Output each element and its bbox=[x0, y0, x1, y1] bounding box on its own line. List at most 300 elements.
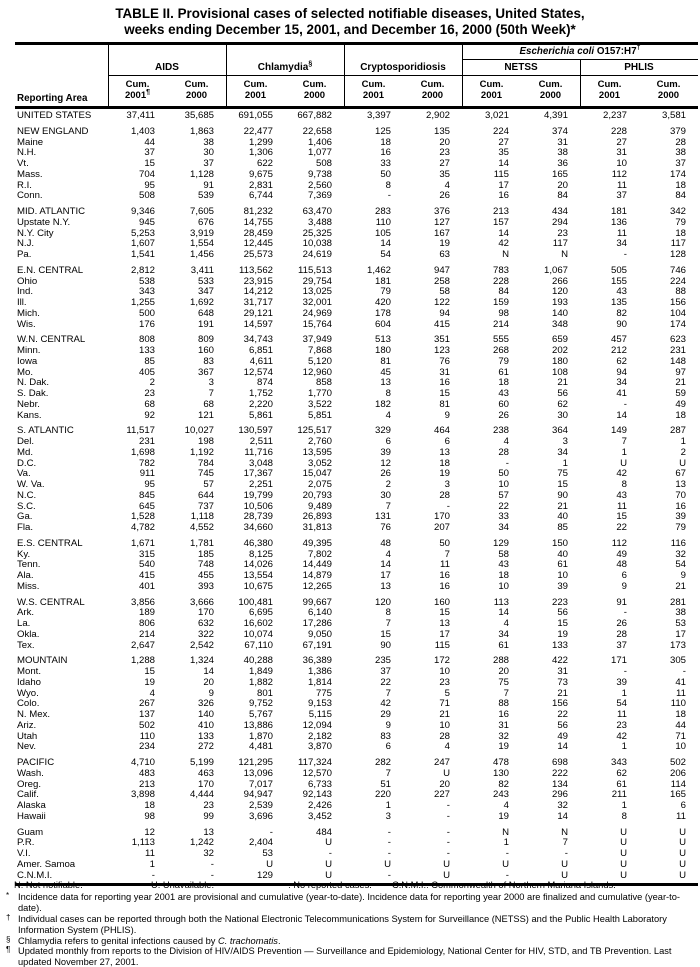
value-cell: 120 bbox=[374, 596, 391, 608]
value-cell: 15 bbox=[557, 618, 568, 629]
value-cell: 463 bbox=[197, 767, 214, 779]
value-cell: 15,764 bbox=[302, 318, 332, 330]
value-cell: 455 bbox=[197, 570, 214, 581]
value-cell: 113,562 bbox=[239, 264, 273, 276]
value-cell: 1 bbox=[621, 800, 627, 811]
value-cell: 120 bbox=[551, 286, 568, 298]
value-cell: 191 bbox=[197, 318, 214, 330]
value-cell: 3,696 bbox=[248, 810, 273, 822]
value-cell: 15 bbox=[144, 158, 155, 169]
value-cell: 1,192 bbox=[189, 446, 214, 458]
value-cell: 3,870 bbox=[307, 741, 332, 753]
reporting-area-cell: W. Va. bbox=[17, 479, 45, 490]
value-cell: 32 bbox=[203, 848, 214, 859]
value-cell: N bbox=[502, 826, 509, 838]
value-cell: 26 bbox=[616, 618, 627, 629]
value-cell: 34 bbox=[557, 446, 568, 458]
value-cell: 12,570 bbox=[302, 767, 332, 779]
value-cell: 174 bbox=[669, 168, 686, 180]
value-cell: 10,675 bbox=[243, 580, 273, 592]
table-row bbox=[15, 641, 698, 652]
value-cell: 1 bbox=[621, 687, 627, 699]
value-cell: 11 bbox=[617, 227, 627, 239]
reporting-area-cell: Hawaii bbox=[17, 810, 46, 822]
value-cell: 57 bbox=[498, 489, 509, 501]
value-cell: U bbox=[266, 858, 273, 870]
value-cell: 10 bbox=[557, 570, 568, 581]
value-cell: 11 bbox=[617, 709, 627, 720]
value-cell: 21 bbox=[675, 377, 686, 389]
value-cell: 374 bbox=[551, 125, 568, 137]
value-cell: 287 bbox=[669, 425, 686, 437]
value-cell: 33 bbox=[498, 511, 509, 523]
value-cell: 3,397 bbox=[366, 110, 391, 121]
value-cell: 7 bbox=[385, 767, 391, 779]
value-cell: 16 bbox=[439, 377, 450, 389]
value-cell: 410 bbox=[197, 719, 214, 731]
table-row bbox=[15, 560, 698, 571]
table-row bbox=[15, 400, 698, 411]
value-cell: 18 bbox=[498, 377, 509, 389]
value-cell: 22 bbox=[380, 676, 391, 688]
value-cell: 3,048 bbox=[248, 457, 273, 469]
value-cell: 9 bbox=[621, 580, 627, 592]
value-cell: 5,253 bbox=[130, 227, 155, 239]
value-cell: 17 bbox=[439, 628, 450, 640]
value-cell: 31,717 bbox=[243, 297, 273, 308]
footnote-asterisk bbox=[5, 892, 697, 914]
value-cell: 648 bbox=[197, 307, 214, 319]
value-cell: 133 bbox=[138, 345, 155, 356]
value-cell: 68 bbox=[144, 398, 155, 410]
table-section bbox=[15, 598, 698, 652]
value-cell: 99,667 bbox=[302, 596, 332, 608]
value-cell: 13 bbox=[439, 618, 450, 629]
value-cell: 258 bbox=[433, 275, 450, 287]
value-cell: 16 bbox=[498, 709, 509, 720]
value-cell: 1 bbox=[621, 446, 627, 458]
value-cell: 61 bbox=[557, 559, 568, 571]
value-cell: 40 bbox=[557, 511, 568, 523]
table-row bbox=[15, 790, 698, 801]
value-cell: 7 bbox=[208, 388, 214, 399]
reporting-area-cell: Ill. bbox=[17, 297, 27, 308]
reporting-area-cell: Mich. bbox=[17, 307, 40, 319]
reporting-area-cell: Vt. bbox=[17, 158, 29, 169]
value-cell: 17 bbox=[498, 179, 509, 191]
value-cell: 7 bbox=[503, 687, 509, 699]
value-cell: 6,733 bbox=[307, 778, 332, 790]
value-cell: 227 bbox=[433, 789, 450, 801]
value-cell: 9 bbox=[385, 719, 391, 731]
value-cell: 5,120 bbox=[307, 355, 332, 367]
value-cell: 11 bbox=[617, 179, 627, 191]
value-cell: 272 bbox=[197, 741, 214, 753]
value-cell: - bbox=[210, 858, 214, 870]
value-cell: 94,947 bbox=[243, 789, 273, 801]
value-cell: 19 bbox=[498, 741, 509, 753]
value-cell: 376 bbox=[433, 206, 450, 217]
value-cell: 18 bbox=[675, 227, 686, 239]
value-cell: 16 bbox=[675, 500, 686, 512]
value-cell: 180 bbox=[551, 355, 568, 367]
table-title-line1: TABLE II. Provisional cases of selected notifiable diseases, United States, bbox=[115, 6, 585, 21]
value-cell: 54 bbox=[380, 249, 391, 260]
value-cell: 54 bbox=[675, 559, 686, 571]
value-cell: 130 bbox=[492, 767, 509, 779]
value-cell: 1,849 bbox=[248, 666, 273, 677]
value-cell: 19 bbox=[144, 676, 155, 688]
value-cell: 11 bbox=[676, 687, 686, 699]
value-cell: 85 bbox=[557, 522, 568, 533]
reporting-area-cell: Okla. bbox=[17, 628, 40, 640]
value-cell: 185 bbox=[197, 548, 214, 560]
value-cell: 220 bbox=[374, 789, 391, 801]
value-cell: 415 bbox=[433, 318, 450, 330]
value-cell: 15 bbox=[439, 388, 450, 399]
value-cell: 5,861 bbox=[248, 409, 273, 421]
value-cell: 20 bbox=[203, 676, 214, 688]
value-cell: 1,077 bbox=[307, 147, 332, 159]
value-cell: 43 bbox=[498, 559, 509, 571]
reporting-area-cell: N. Mex. bbox=[17, 709, 51, 720]
value-cell: 20,793 bbox=[302, 489, 332, 501]
value-cell: 1,607 bbox=[130, 238, 155, 250]
value-cell: 539 bbox=[197, 190, 214, 202]
value-cell: 676 bbox=[197, 216, 214, 228]
value-cell: 19 bbox=[557, 628, 568, 640]
legend-unavailable: U: Unavailable. bbox=[151, 880, 215, 890]
value-cell: 97 bbox=[675, 366, 686, 378]
value-cell: U bbox=[443, 767, 450, 779]
footnote-marker: † bbox=[6, 912, 11, 922]
value-cell: 35,685 bbox=[184, 110, 214, 121]
reporting-area-cell: E.S. CENTRAL bbox=[17, 537, 83, 549]
column-header: Cum. 2000 bbox=[184, 79, 209, 101]
value-cell: 845 bbox=[138, 489, 155, 501]
value-cell: 115,513 bbox=[298, 264, 332, 276]
table-row bbox=[15, 335, 698, 346]
value-cell: 180 bbox=[374, 345, 391, 356]
value-cell: 61 bbox=[498, 639, 509, 651]
reporting-area-cell: N.H. bbox=[17, 147, 37, 159]
value-cell: 21 bbox=[439, 709, 450, 720]
value-cell: 10,038 bbox=[302, 238, 332, 250]
value-cell: 7,868 bbox=[307, 345, 332, 356]
value-cell: 698 bbox=[551, 757, 568, 768]
value-cell: 137 bbox=[138, 709, 155, 720]
value-cell: 17 bbox=[675, 628, 686, 640]
group-label: NETSS bbox=[504, 62, 538, 73]
value-cell: 167 bbox=[433, 227, 450, 239]
value-cell: N bbox=[561, 249, 568, 260]
footnote-marker: ¶ bbox=[6, 945, 11, 955]
value-cell: U bbox=[325, 869, 332, 881]
value-cell: 90 bbox=[557, 489, 568, 501]
value-cell: 27 bbox=[439, 158, 450, 169]
reporting-area-cell: Fla. bbox=[17, 522, 33, 533]
value-cell: U bbox=[384, 858, 391, 870]
value-cell: 76 bbox=[439, 355, 450, 367]
value-cell: 393 bbox=[197, 580, 214, 592]
value-cell: 3,411 bbox=[190, 264, 214, 276]
value-cell: - bbox=[446, 848, 450, 859]
value-cell: 14,212 bbox=[243, 286, 273, 298]
value-cell: 150 bbox=[551, 537, 568, 549]
table-row bbox=[15, 732, 698, 743]
value-cell: 20 bbox=[439, 136, 450, 148]
value-cell: 90 bbox=[380, 639, 391, 651]
value-cell: 2,831 bbox=[248, 179, 273, 191]
value-cell: 3,452 bbox=[307, 810, 332, 822]
value-cell: 105 bbox=[374, 227, 391, 239]
value-cell: 155 bbox=[610, 275, 627, 287]
value-cell: 7,605 bbox=[189, 206, 214, 217]
column-header: Cum. 2000 bbox=[656, 79, 681, 101]
value-cell: 193 bbox=[551, 297, 568, 308]
value-cell: 1 bbox=[385, 800, 391, 811]
value-cell: 41 bbox=[616, 388, 627, 399]
value-cell: 125,517 bbox=[297, 425, 332, 437]
value-cell: 1,528 bbox=[130, 511, 155, 523]
value-cell: 206 bbox=[669, 767, 686, 779]
value-cell: 172 bbox=[433, 655, 450, 667]
value-cell: 116 bbox=[670, 537, 686, 549]
value-cell: 15,047 bbox=[302, 468, 332, 480]
value-cell: - bbox=[564, 848, 568, 859]
value-cell: 14 bbox=[498, 607, 509, 619]
value-cell: 3,522 bbox=[307, 398, 332, 410]
reporting-area-cell: P.R. bbox=[17, 837, 35, 849]
value-cell: 23 bbox=[203, 800, 214, 811]
value-cell: 2,251 bbox=[248, 479, 273, 490]
reporting-area-cell: Ariz. bbox=[17, 719, 37, 731]
value-cell: 121,295 bbox=[238, 757, 273, 768]
table-row bbox=[15, 218, 698, 229]
value-cell: 645 bbox=[138, 500, 155, 512]
value-cell: 1,882 bbox=[248, 676, 273, 688]
table-row bbox=[15, 159, 698, 170]
value-cell: 27 bbox=[498, 136, 509, 148]
value-cell: 267 bbox=[138, 698, 155, 710]
reporting-area-cell: MOUNTAIN bbox=[17, 655, 68, 667]
value-cell: 14 bbox=[498, 158, 509, 169]
value-cell: 30 bbox=[557, 409, 568, 421]
value-cell: 1 bbox=[562, 457, 568, 469]
value-cell: 67 bbox=[675, 468, 686, 480]
data-table bbox=[15, 42, 698, 886]
value-cell: 4 bbox=[503, 800, 509, 811]
value-cell: 81 bbox=[439, 398, 450, 410]
value-cell: 12 bbox=[380, 457, 391, 469]
reporting-area-cell: Va. bbox=[17, 468, 31, 480]
value-cell: 34,660 bbox=[243, 522, 273, 533]
value-cell: 32 bbox=[557, 800, 568, 811]
value-cell: 3 bbox=[562, 436, 568, 447]
reporting-area-cell: MID. ATLANTIC bbox=[17, 206, 86, 217]
value-cell: 133 bbox=[197, 730, 214, 742]
value-cell: 90 bbox=[616, 318, 627, 330]
table-row bbox=[15, 357, 698, 368]
value-cell: 415 bbox=[138, 570, 155, 581]
value-cell: 10 bbox=[498, 580, 509, 592]
value-cell: 178 bbox=[374, 307, 391, 319]
value-cell: 19 bbox=[498, 810, 509, 822]
value-cell: - bbox=[505, 869, 509, 881]
reporting-area-cell: Wyo. bbox=[17, 687, 39, 699]
value-cell: 23 bbox=[616, 719, 627, 731]
value-cell: 775 bbox=[315, 687, 332, 699]
value-cell: 22 bbox=[616, 522, 627, 533]
value-cell: 3,021 bbox=[484, 110, 509, 121]
value-cell: 22,477 bbox=[243, 125, 273, 137]
value-cell: 40 bbox=[557, 548, 568, 560]
table-row bbox=[15, 828, 698, 839]
reporting-area-cell: Alaska bbox=[17, 800, 46, 811]
value-cell: - bbox=[151, 869, 155, 881]
value-cell: 457 bbox=[610, 334, 627, 346]
value-cell: U bbox=[620, 457, 627, 469]
table-section bbox=[15, 828, 698, 882]
table-section bbox=[15, 266, 698, 331]
value-cell: 43 bbox=[616, 286, 627, 298]
value-cell: 508 bbox=[315, 158, 332, 169]
value-cell: 1,406 bbox=[307, 136, 332, 148]
value-cell: 39 bbox=[675, 511, 686, 523]
column-header: Cum. 2001 bbox=[597, 79, 622, 101]
value-cell: 10,074 bbox=[243, 628, 273, 640]
value-cell: 84 bbox=[675, 190, 686, 202]
value-cell: 13,554 bbox=[243, 570, 273, 581]
value-cell: 1,462 bbox=[366, 264, 391, 276]
value-cell: 604 bbox=[374, 318, 391, 330]
value-cell: 29,754 bbox=[302, 275, 332, 287]
value-cell: 50 bbox=[380, 168, 391, 180]
value-cell: 34,743 bbox=[243, 334, 273, 346]
value-cell: 1,752 bbox=[248, 388, 273, 399]
table-row bbox=[15, 630, 698, 641]
value-cell: 1 bbox=[503, 837, 509, 849]
value-cell: 9,738 bbox=[307, 168, 332, 180]
value-cell: 1,781 bbox=[189, 537, 214, 549]
value-cell: N bbox=[502, 249, 509, 260]
value-cell: 37 bbox=[616, 639, 627, 651]
value-cell: 214 bbox=[492, 318, 509, 330]
value-cell: 10 bbox=[439, 719, 450, 731]
table-row bbox=[15, 582, 698, 593]
table-row bbox=[15, 849, 698, 860]
reporting-area-cell: Del. bbox=[17, 436, 35, 447]
value-cell: 806 bbox=[138, 618, 155, 629]
value-cell: 46,380 bbox=[243, 537, 273, 549]
value-cell: 1,255 bbox=[130, 297, 155, 308]
value-cell: 95 bbox=[144, 179, 155, 191]
value-cell: 35 bbox=[498, 147, 509, 159]
value-cell: 1,671 bbox=[130, 537, 155, 549]
value-cell: 32 bbox=[675, 548, 686, 560]
value-cell: 3,856 bbox=[130, 596, 155, 608]
value-cell: 121 bbox=[197, 409, 214, 421]
value-cell: 37 bbox=[675, 158, 686, 169]
value-cell: 12,265 bbox=[302, 580, 332, 592]
table-row bbox=[15, 608, 698, 619]
value-cell: 2,404 bbox=[248, 837, 273, 849]
value-cell: 37 bbox=[144, 147, 155, 159]
value-cell: 15 bbox=[616, 511, 627, 523]
value-cell: 24,969 bbox=[302, 307, 332, 319]
value-cell: 12,445 bbox=[243, 238, 273, 250]
value-cell: 379 bbox=[669, 125, 686, 137]
value-cell: 6 bbox=[444, 436, 450, 447]
value-cell: 422 bbox=[551, 655, 568, 667]
value-cell: 60 bbox=[498, 398, 509, 410]
value-cell: - bbox=[623, 398, 627, 410]
table-row bbox=[15, 689, 698, 700]
value-cell: 123 bbox=[433, 345, 450, 356]
value-cell: - bbox=[505, 457, 509, 469]
value-cell: 17,367 bbox=[243, 468, 273, 480]
group-header-phlis bbox=[580, 60, 698, 76]
value-cell: 28 bbox=[439, 730, 450, 742]
value-cell: 23 bbox=[439, 147, 450, 159]
reporting-area-cell: Ky. bbox=[17, 548, 31, 560]
value-cell: 4,710 bbox=[130, 757, 155, 768]
value-cell: 82 bbox=[616, 307, 627, 319]
reporting-area-cell: NEW ENGLAND bbox=[17, 125, 89, 137]
footnote-marker: * bbox=[6, 890, 10, 900]
value-cell: 38 bbox=[675, 147, 686, 159]
value-cell: 1,692 bbox=[189, 297, 214, 308]
value-cell: 691,055 bbox=[238, 110, 273, 121]
value-cell: 2,511 bbox=[249, 436, 273, 447]
value-cell: 26,893 bbox=[302, 511, 332, 523]
table-row bbox=[15, 769, 698, 780]
value-cell: U bbox=[679, 837, 686, 849]
value-cell: 12,574 bbox=[243, 366, 273, 378]
reporting-area-cell: S.C. bbox=[17, 500, 36, 512]
column-header: Cum. 2000 bbox=[302, 79, 327, 101]
value-cell: 10 bbox=[439, 666, 450, 677]
reporting-area-cell: S. Dak. bbox=[17, 388, 49, 399]
value-cell: U bbox=[620, 837, 627, 849]
value-cell: 148 bbox=[669, 355, 686, 367]
value-cell: 31 bbox=[557, 136, 568, 148]
value-cell: 1 bbox=[621, 741, 627, 753]
value-cell: 33 bbox=[380, 158, 391, 169]
value-cell: 165 bbox=[669, 789, 686, 801]
value-cell: 4 bbox=[149, 687, 155, 699]
value-cell: 91 bbox=[616, 596, 627, 608]
value-cell: 18 bbox=[675, 179, 686, 191]
value-cell: 296 bbox=[551, 789, 568, 801]
reporting-area-cell: Minn. bbox=[17, 345, 41, 356]
value-cell: 513 bbox=[374, 334, 391, 346]
value-cell: N bbox=[561, 826, 568, 838]
reporting-area-cell: Tex. bbox=[17, 639, 35, 651]
value-cell: 42 bbox=[380, 698, 391, 710]
table-row bbox=[15, 667, 698, 678]
value-cell: 181 bbox=[610, 206, 627, 217]
value-cell: 478 bbox=[492, 757, 509, 768]
value-cell: 16 bbox=[498, 190, 509, 202]
value-cell: 2,647 bbox=[130, 639, 155, 651]
value-cell: 322 bbox=[197, 628, 214, 640]
value-cell: 502 bbox=[669, 757, 686, 768]
footnote-text: Chlamydia refers to genital infections caused by bbox=[18, 935, 218, 946]
value-cell: 156 bbox=[669, 297, 686, 308]
value-cell: 745 bbox=[197, 468, 214, 480]
value-cell: 20 bbox=[439, 778, 450, 790]
